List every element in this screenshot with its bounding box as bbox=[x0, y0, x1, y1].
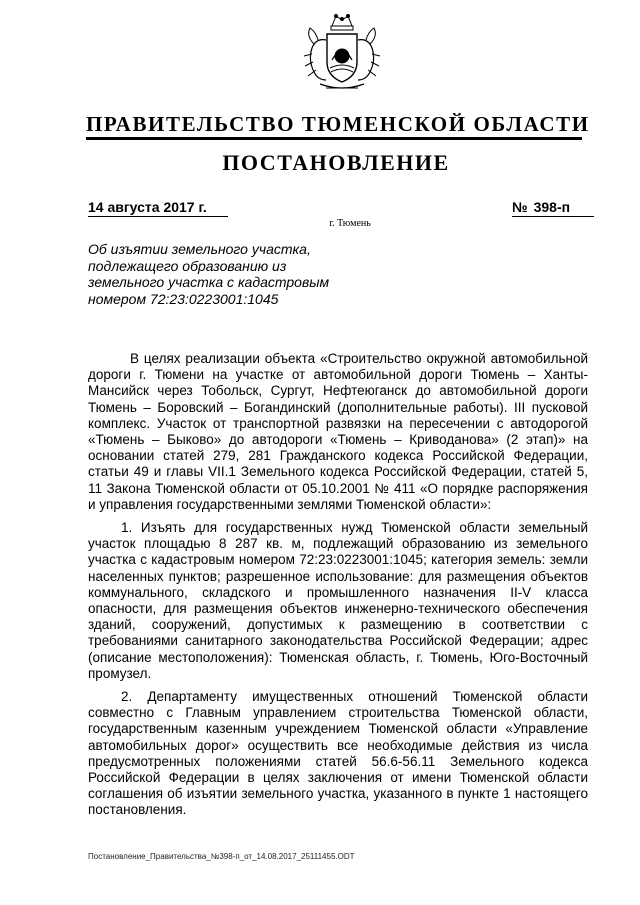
header-divider bbox=[86, 137, 582, 140]
preamble-paragraph: В целях реализации объекта «Строительство окружной автомобильной дороги г. Тюмени на участке от автомобильной дороги Тюмень – Ханты-Мансийск через Тобольск, Сургут, Нефтеюганск до автомобильной дороги Тюмень – Боровский – Богандинский (дополнительные работы). III пусковой комплекс. Участок от транспортной развязки на пересечении с автодорогой «Тюмень – Быково» до автодороги «Тюмень – Криводанова» (2 этап)» на основании статей 279, 281 Гражданского кодекса Российской Федерации, статьи 49 и главы VII.1 Земельного кодекса Российской Федерации, статей 5, 11 Закона Тюменской области от 05.10.2001 № 411 «О порядке распоряжения и управления государственными землями Тюменской области»: bbox=[88, 351, 588, 512]
clause-paragraph-1: 1. Изъять для государственных нужд Тюменской области земельный участок площадью 8 287 кв. м, подлежащий образованию из земельного участка с кадастровым номером 72:23:0223001:1045; категория земель: земли населенных пунктов; разрешенное использование: для размещения объектов коммунального, складского и промышленного назначения II-V класса опасности, для размещения объектов инженерно-технического обеспечения зданий, сооружений, допустимых к размещению в соответствии с требованиями санитарного законодательства Российской Федерации; адрес (описание местоположения): Тюменская область, г. Тюмень, Юго-Восточный промузел. bbox=[88, 520, 588, 681]
subject-line: земельного участка с кадастровым bbox=[88, 274, 330, 290]
clause-paragraph-2: 2. Департаменту имущественных отношений Тюменской области совместно с Главным управлением строительства Тюменской области, государственным казенным учреждением Тюменской области «Управление автомобильных дорог» осуществить все необходимые действия из числа предусмотренных положениями статей 56.6-56.11 Земельного кодекса Российской Федерации в целях заключения от имени Тюменской области соглашения об изъятии земельного участка, указанного в пункте 1 настоящего постановления. bbox=[88, 689, 588, 818]
document-body bbox=[88, 351, 588, 826]
subject-line: подлежащего образованию из bbox=[88, 257, 287, 274]
document-number bbox=[512, 199, 594, 217]
document-subject bbox=[88, 241, 368, 307]
file-footer: Постановление_Правительства_№398-п_от_14.08.2017_25111455.ODT bbox=[88, 852, 355, 861]
subject-line: номером 72:23:0223001:1045 bbox=[88, 290, 279, 307]
document-type-title: ПОСТАНОВЛЕНИЕ bbox=[222, 150, 450, 175]
number-sign: № bbox=[512, 199, 528, 215]
government-title: ПРАВИТЕЛЬСТВО ТЮМЕНСКОЙ ОБЛАСТИ bbox=[86, 112, 590, 136]
subject-line: Об изъятии земельного участка, bbox=[88, 241, 311, 257]
number-value: 398-п bbox=[533, 199, 571, 215]
document-date: 14 августа 2017 г. bbox=[88, 199, 228, 217]
document-city: г. Тюмень bbox=[329, 218, 371, 229]
coat-of-arms-icon bbox=[296, 10, 388, 94]
